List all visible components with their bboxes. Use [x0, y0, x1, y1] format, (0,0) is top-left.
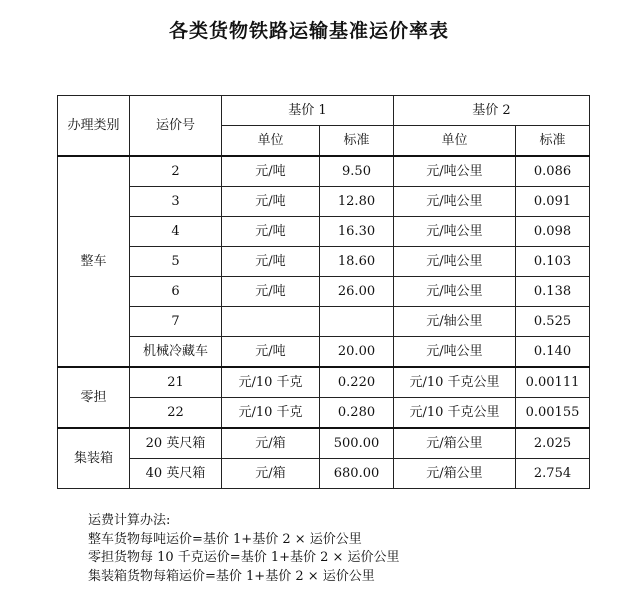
header-base1: 基价 1: [222, 96, 394, 126]
base2-unit-cell: 元/10 千克公里: [394, 367, 516, 398]
table-row: [58, 459, 590, 489]
rate-no-cell: 4: [130, 217, 222, 247]
base1-standard-cell: 500.00: [320, 428, 394, 459]
base1-unit-cell: 元/吨: [222, 337, 320, 368]
rate-no-cell: 5: [130, 247, 222, 277]
base2-unit-cell: 元/轴公里: [394, 307, 516, 337]
table-row: [58, 307, 590, 337]
base2-standard-cell: 0.091: [516, 187, 590, 217]
rate-no-cell: 6: [130, 277, 222, 307]
rate-no-cell: 2: [130, 156, 222, 187]
base2-standard-cell: 0.138: [516, 277, 590, 307]
table-row: [58, 398, 590, 429]
base1-standard-cell: 680.00: [320, 459, 394, 489]
base2-unit-cell: 元/吨公里: [394, 187, 516, 217]
base1-standard-cell: 0.280: [320, 398, 394, 429]
base1-unit-cell: [222, 307, 320, 337]
base2-standard-cell: 0.098: [516, 217, 590, 247]
base1-standard-cell: [320, 307, 394, 337]
base2-unit-cell: 元/吨公里: [394, 247, 516, 277]
header-base1-unit: 单位: [222, 126, 320, 157]
base1-standard-cell: 0.220: [320, 367, 394, 398]
base1-unit-cell: 元/10 千克: [222, 367, 320, 398]
note-line: 运费计算办法:: [88, 513, 171, 528]
category-cell: 零担: [58, 367, 130, 428]
base2-unit-cell: 元/10 千克公里: [394, 398, 516, 429]
base2-standard-cell: 2.754: [516, 459, 590, 489]
base1-standard-cell: 18.60: [320, 247, 394, 277]
header-base1-standard: 标准: [320, 126, 394, 157]
base2-unit-cell: 元/吨公里: [394, 277, 516, 307]
base2-standard-cell: 0.525: [516, 307, 590, 337]
base1-unit-cell: 元/吨: [222, 156, 320, 187]
header-base2-unit: 单位: [394, 126, 516, 157]
base1-standard-cell: 26.00: [320, 277, 394, 307]
base2-standard-cell: 0.103: [516, 247, 590, 277]
page-title: 各类货物铁路运输基准运价率表: [168, 20, 449, 42]
base2-unit-cell: 元/吨公里: [394, 337, 516, 368]
table-row: [58, 428, 590, 459]
note-line: 集装箱货物每箱运价=基价 1+基价 2 × 运价公里: [88, 568, 375, 584]
rate-no-cell: 7: [130, 307, 222, 337]
base2-unit-cell: 元/箱公里: [394, 459, 516, 489]
table-row: [58, 217, 590, 247]
header-base2-standard: 标准: [516, 126, 590, 157]
calculation-notes: [88, 512, 400, 586]
base1-unit-cell: 元/吨: [222, 217, 320, 247]
base2-standard-cell: 0.140: [516, 337, 590, 368]
base1-unit-cell: 元/吨: [222, 277, 320, 307]
base1-standard-cell: 9.50: [320, 156, 394, 187]
base1-standard-cell: 20.00: [320, 337, 394, 368]
header-category: 办理类别: [58, 96, 130, 157]
rate-no-cell: 3: [130, 187, 222, 217]
rate-no-cell: 机械冷藏车: [130, 337, 222, 368]
base2-standard-cell: 0.00111: [516, 367, 590, 398]
category-cell: 整车: [58, 156, 130, 367]
table-row: [58, 277, 590, 307]
base1-unit-cell: 元/10 千克: [222, 398, 320, 429]
rate-no-cell: 22: [130, 398, 222, 429]
header-base2: 基价 2: [394, 96, 590, 126]
base1-standard-cell: 16.30: [320, 217, 394, 247]
table-row: [58, 247, 590, 277]
base2-unit-cell: 元/吨公里: [394, 156, 516, 187]
rate-no-cell: 21: [130, 367, 222, 398]
base2-unit-cell: 元/箱公里: [394, 428, 516, 459]
base1-unit-cell: 元/吨: [222, 187, 320, 217]
rate-no-cell: 20 英尺箱: [130, 428, 222, 459]
base1-standard-cell: 12.80: [320, 187, 394, 217]
header-row-1: [58, 96, 590, 126]
base2-standard-cell: 2.025: [516, 428, 590, 459]
table-row: [58, 187, 590, 217]
base1-unit-cell: 元/箱: [222, 428, 320, 459]
table-row: [58, 156, 590, 187]
note-line: 零担货物每 10 千克运价=基价 1+基价 2 × 运价公里: [88, 550, 400, 565]
rate-no-cell: 40 英尺箱: [130, 459, 222, 489]
base2-standard-cell: 0.00155: [516, 398, 590, 429]
table-row: [58, 337, 590, 368]
rate-table: [57, 95, 590, 489]
category-cell: 集装箱: [58, 428, 130, 489]
table-row: [58, 367, 590, 398]
note-line: 整车货物每吨运价=基价 1+基价 2 × 运价公里: [88, 531, 362, 547]
header-rate-no: 运价号: [130, 96, 222, 157]
base2-unit-cell: 元/吨公里: [394, 217, 516, 247]
base1-unit-cell: 元/箱: [222, 459, 320, 489]
base2-standard-cell: 0.086: [516, 156, 590, 187]
base1-unit-cell: 元/吨: [222, 247, 320, 277]
